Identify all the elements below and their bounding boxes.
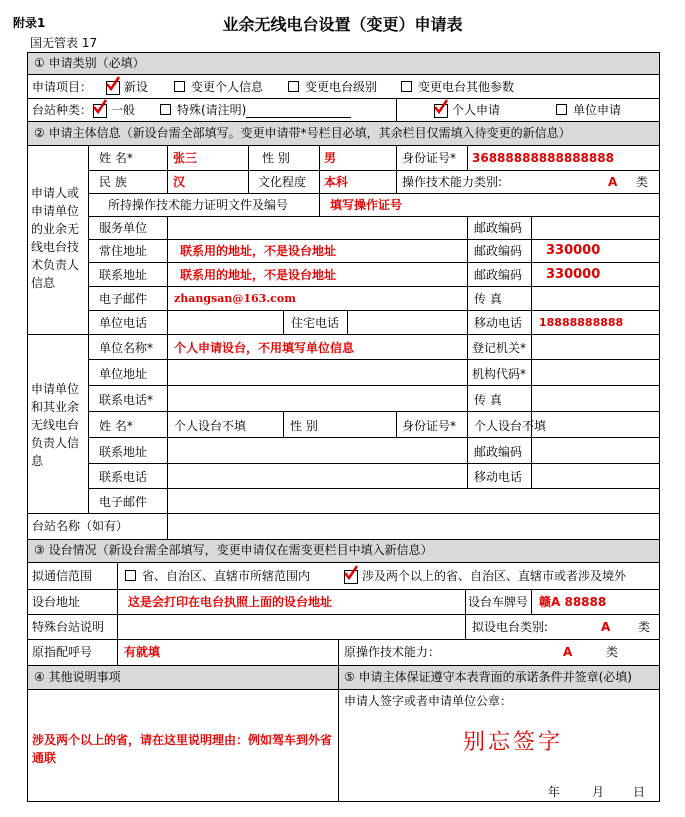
checkbox-empty-icon [556, 104, 567, 115]
special-note-line[interactable] [246, 104, 351, 118]
residence-value[interactable]: 联系用的地址，不是设台地址 [180, 244, 337, 258]
callsign-value[interactable]: 有就填 [124, 645, 161, 659]
contact-address-label: 联系地址 [99, 268, 148, 282]
home-phone-label: 住宅电话 [291, 316, 340, 330]
orig-ability-label: 原操作技术能力： [344, 645, 441, 659]
appendix-label: 附录1 [13, 16, 46, 30]
unit-address-label: 单位地址 [99, 367, 148, 381]
planned-category-label: 拟设电台类别: [472, 620, 549, 634]
option-new-label: 新设 [124, 80, 149, 94]
cert-label: 所持操作技术能力证明文件及编号 [108, 198, 289, 212]
id-label: 身份证号* [402, 151, 457, 165]
apply-item-label: 申请项目： [32, 80, 93, 94]
email-label: 电子邮件 [99, 292, 148, 306]
station-name-label: 台站名称（如有） [32, 519, 129, 533]
email-value[interactable]: zhangsan@163.com [174, 292, 296, 305]
option-new[interactable] [106, 79, 148, 95]
station-address-label: 设台地址 [32, 595, 81, 609]
range-label: 拟通信范围 [32, 569, 93, 583]
cert-value[interactable]: 填写操作证号 [330, 198, 403, 212]
reg-org-label: 登记机关* [472, 341, 527, 355]
checkbox-empty-icon [401, 81, 412, 92]
checkbox-empty-icon [160, 104, 171, 115]
option-change-other-label: 变更电台其他参数 [418, 80, 515, 94]
orig-ability-value[interactable]: A [563, 645, 573, 659]
contact-address2-label: 联系地址 [99, 445, 148, 459]
name-value[interactable]: 张三 [173, 151, 198, 165]
station-type-label: 台站种类： [32, 103, 93, 117]
option-general[interactable] [93, 102, 135, 118]
unit-name-value[interactable]: 个人申请设台，不用填写单位信息 [174, 341, 355, 355]
option-special[interactable] [160, 102, 351, 118]
checkbox-empty-icon [174, 81, 185, 92]
option-personal[interactable] [434, 102, 500, 118]
ethnic-value[interactable]: 汉 [173, 175, 186, 189]
residence-zip-label: 邮政编码 [474, 244, 523, 258]
unit-tel-label: 联系电话* [99, 393, 154, 407]
id2-label: 身份证号* [402, 419, 457, 433]
education-value[interactable]: 本科 [324, 175, 349, 189]
ability-value[interactable]: A [608, 175, 618, 189]
mobile-value[interactable]: 18888888888 [539, 316, 624, 329]
option-change-other[interactable] [401, 79, 514, 95]
name2-value[interactable]: 个人设台不填 [174, 419, 247, 433]
planned-category-value[interactable]: A [601, 620, 611, 634]
gender-label: 性 别 [262, 151, 290, 165]
plate-value[interactable]: 赣A 88888 [539, 595, 607, 609]
fax2-label: 传 真 [474, 393, 502, 407]
checkbox-checked-icon [106, 81, 120, 95]
option-unit-label: 单位申请 [573, 103, 622, 117]
unit-block-label: 申请单位和其业余无线电台负责人信息 [31, 382, 80, 468]
checkbox-checked-icon [344, 570, 358, 584]
name2-label: 姓 名* [99, 419, 133, 433]
option-unit[interactable] [556, 102, 621, 118]
checkbox-empty-icon [125, 570, 136, 581]
checkbox-checked-icon [434, 104, 448, 118]
contact-zip-value[interactable]: 330000 [546, 267, 601, 282]
checkbox-checked-icon [93, 104, 107, 118]
name-label: 姓 名* [99, 151, 133, 165]
unit-phone-label: 单位电话 [99, 316, 148, 330]
option-change-personal-label: 变更个人信息 [191, 80, 264, 94]
callsign-label: 原指配呼号 [32, 645, 93, 659]
orig-ability-suffix: 类 [606, 645, 619, 659]
fax-label: 传 真 [474, 292, 502, 306]
range-option-multi[interactable] [344, 568, 626, 584]
special-station-label: 特殊台站说明 [32, 620, 105, 634]
form-title: 业余无线电台设置（变更）申请表 [222, 15, 463, 34]
other-notes-value[interactable]: 涉及两个以上的省，请在这里说明理由：例如驾车到外省通联 [32, 733, 333, 765]
ability-suffix: 类 [636, 175, 649, 189]
section1-title: ① 申请类别（必填） [34, 56, 145, 70]
plate-label: 设台车牌号 [468, 595, 529, 609]
date-day: 日 [633, 785, 646, 799]
mobile-label: 移动电话 [474, 316, 523, 330]
org-code-label: 机构代码* [472, 367, 527, 381]
option-special-label: 特殊(请注明) [177, 103, 247, 117]
unit-name-label: 单位名称* [99, 341, 154, 355]
range-option-multi-label: 涉及两个以上的省、自治区、直辖市或者涉及境外 [362, 569, 627, 583]
residence-zip-value[interactable]: 330000 [546, 243, 601, 258]
checkbox-empty-icon [288, 81, 299, 92]
tel2-label: 联系电话 [99, 470, 148, 484]
ability-label: 操作技术能力类别: [402, 175, 503, 189]
range-option-within-label: 省、自治区、直辖市所辖范围内 [142, 569, 311, 583]
mobile2-label: 移动电话 [474, 470, 523, 484]
id2-value[interactable]: 个人设台不填 [474, 419, 547, 433]
signature-value[interactable]: 别忘签字 [463, 730, 564, 755]
date-month: 月 [592, 785, 605, 799]
gender-value[interactable]: 男 [324, 151, 337, 165]
date-year: 年 [548, 785, 561, 799]
residence-label: 常住地址 [99, 244, 148, 258]
zip2-label: 邮政编码 [474, 445, 523, 459]
option-change-personal[interactable] [174, 79, 263, 95]
ethnic-label: 民 族 [99, 175, 127, 189]
service-zip-label: 邮政编码 [474, 221, 523, 235]
service-unit-label: 服务单位 [99, 221, 148, 235]
range-option-within[interactable] [125, 568, 310, 584]
section3-title: ③ 设台情况（新设台需全部填写，变更申请仅在需变更栏目中填入新信息） [34, 543, 433, 557]
gender2-label: 性 别 [290, 419, 318, 433]
id-value[interactable]: 36888888888888888 [472, 151, 614, 165]
person-block-label: 申请人或申请单位的业余无线电台技术负责人信息 [31, 186, 80, 290]
sign-label: 申请人签字或者申请单位公章： [344, 694, 513, 708]
section5-title: ⑤ 申请主体保证遵守本表背面的承诺条件并签章(必填) [344, 670, 632, 684]
option-change-level-label: 变更电台级别 [305, 80, 378, 94]
contact-address-value[interactable]: 联系用的地址，不是设台地址 [180, 268, 337, 282]
contact-zip-label: 邮政编码 [474, 268, 523, 282]
email2-label: 电子邮件 [99, 495, 148, 509]
section4-title: ④ 其他说明事项 [34, 670, 121, 684]
station-address-value[interactable]: 这是会打印在电台执照上面的设台地址 [128, 595, 333, 609]
option-personal-label: 个人申请 [452, 103, 501, 117]
option-change-level[interactable] [288, 79, 377, 95]
education-label: 文化程度 [258, 175, 307, 189]
option-general-label: 一般 [111, 103, 136, 117]
section2-title: ② 申请主体信息（新设台需全部填写。变更申请带*号栏目必填，其余栏目仅需填入待变更的新信息） [34, 126, 571, 140]
form-code: 国无管表 17 [30, 36, 98, 50]
planned-category-suffix: 类 [638, 620, 651, 634]
